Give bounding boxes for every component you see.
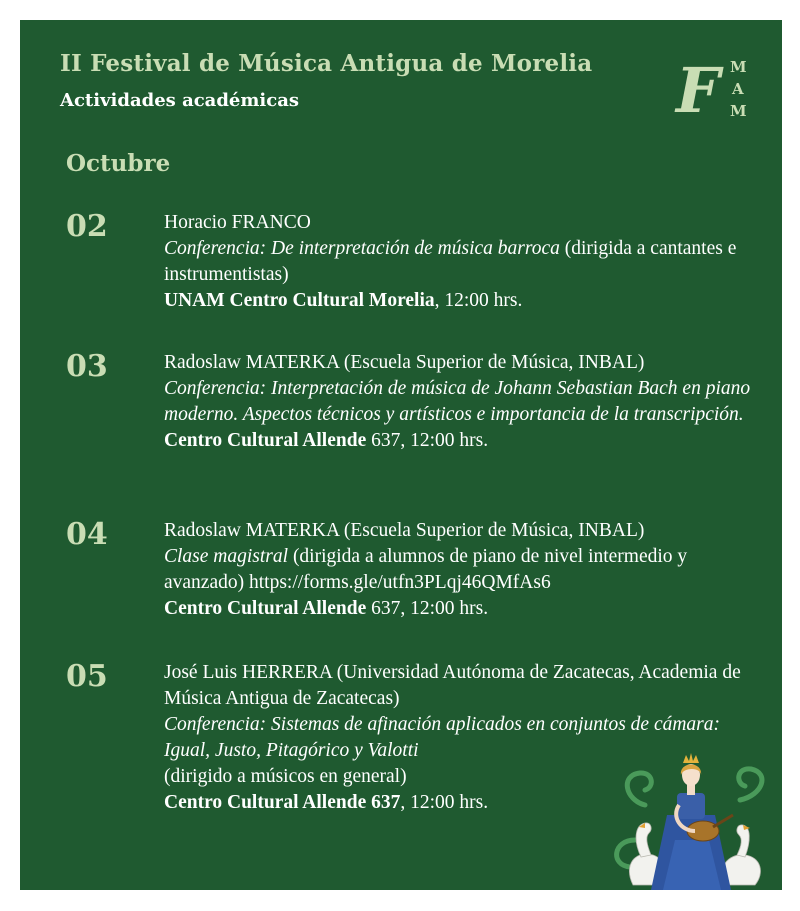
event-activity: Conferencia: Interpretación de música de Johann Sebastian Bach en piano moderno. Aspectos técnicos y artísticos e importancia de la transcripción. — [164, 378, 751, 425]
festival-title: II Festival de Música Antigua de Morelia — [60, 50, 593, 77]
svg-text:M: M — [730, 58, 747, 76]
event-speaker: José Luis HERRERA (Universidad Autónoma de Zacatecas, Academia de Música Antigua de Zacatecas) — [164, 662, 741, 709]
venue-name: Centro Cultural Allende — [164, 598, 367, 619]
event-speaker: Radoslaw MATERKA (Escuela Superior de Música, INBAL) — [164, 520, 645, 541]
venue-time: 637, 12:00 hrs. — [366, 430, 489, 451]
event-activity — [164, 544, 764, 596]
venue-name: UNAM Centro Cultural Morelia — [164, 290, 435, 311]
venue-time: , 12:00 hrs. — [400, 792, 489, 813]
svg-text:F: F — [676, 54, 721, 127]
activity-note: (dirigida a cantantes e instrumentistas) — [164, 238, 737, 285]
month-heading: Octubre — [66, 150, 171, 177]
event-details — [164, 518, 764, 622]
event-speaker: Radoslaw MATERKA (Escuela Superior de Música, INBAL) — [164, 352, 645, 373]
venue-time: , 12:00 hrs. — [434, 290, 523, 311]
program-panel — [20, 20, 782, 890]
event-activity — [164, 236, 764, 288]
event-details — [164, 350, 764, 454]
event-speaker: Horacio FRANCO — [164, 212, 311, 233]
festival-logo — [674, 50, 754, 130]
activity-note: (dirigida a alumnos de piano de nivel intermedio y avanzado) https://forms.gle/utfn3PLqj46QMfAs6 — [164, 546, 688, 593]
event-venue — [164, 596, 764, 622]
event-venue — [164, 428, 764, 454]
venue-name: Centro Cultural Allende 637 — [164, 792, 401, 813]
event-audience: (dirigido a músicos en general) — [164, 766, 407, 787]
medieval-musician-illustration — [605, 745, 782, 890]
activity-title: Conferencia: De interpretación de música barroca — [164, 238, 560, 259]
venue-name: Centro Cultural Allende — [164, 430, 367, 451]
event-details — [164, 210, 764, 314]
activity-title: Clase magistral — [164, 546, 289, 567]
event-day: 04 — [66, 517, 108, 552]
event-day: 05 — [66, 659, 108, 694]
event-activity: Conferencia: Sistemas de afinación aplicados en conjuntos de cámara: Igual, Justo, Pitagórico y Valotti — [164, 714, 721, 761]
event-venue — [164, 288, 764, 314]
svg-text:A: A — [732, 80, 744, 98]
section-subtitle: Actividades académicas — [60, 90, 300, 111]
svg-text:M: M — [730, 102, 747, 120]
venue-time: 637, 12:00 hrs. — [366, 598, 489, 619]
event-day: 02 — [66, 209, 108, 244]
event-day: 03 — [66, 349, 108, 384]
